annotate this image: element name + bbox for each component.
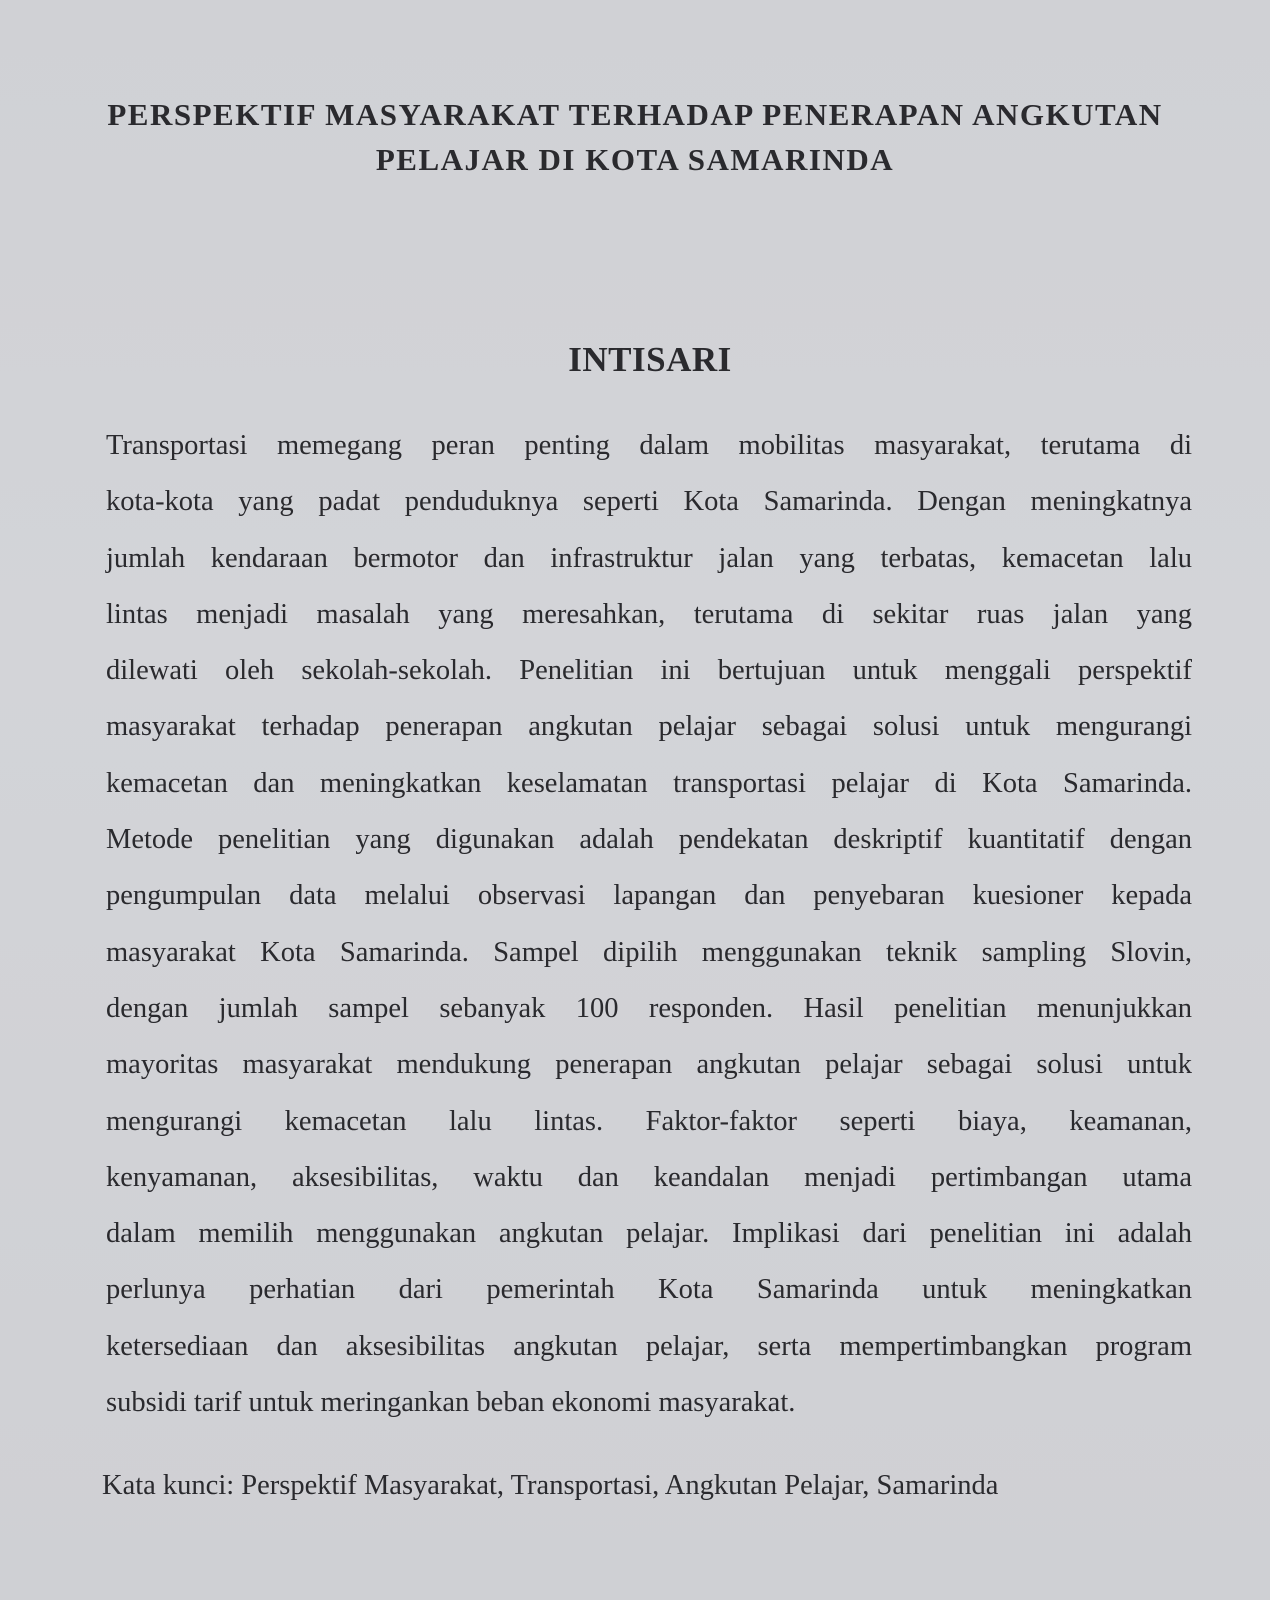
abstract-line: kenyamanan, aksesibilitas, waktu dan keandalan menjadi pertimbangan utama xyxy=(106,1161,1192,1193)
abstract-line: masyarakat terhadap penerapan angkutan pelajar sebagai solusi untuk mengurangi xyxy=(106,711,1192,743)
title-line: PERSPEKTIF MASYARAKAT TERHADAP PENERAPAN ANGKUTAN xyxy=(107,97,1163,132)
abstract-line: dilewati oleh sekolah-sekolah. Penelitian ini bertujuan untuk menggali perspektif xyxy=(106,655,1192,687)
abstract-paragraph xyxy=(106,418,1192,1431)
abstract-line: jumlah kendaraan bermotor dan infrastruktur jalan yang terbatas, kemacetan lalu xyxy=(106,542,1192,574)
document-title xyxy=(0,92,1270,182)
abstract-line: dalam memilih menggunakan angkutan pelajar. Implikasi dari penelitian ini adalah xyxy=(106,1218,1192,1250)
abstract-line: kemacetan dan meningkatkan keselamatan transportasi pelajar di Kota Samarinda. xyxy=(106,767,1192,799)
abstract-line: pengumpulan data melalui observasi lapangan dan penyebaran kuesioner kepada xyxy=(106,880,1192,912)
abstract-line: masyarakat Kota Samarinda. Sampel dipilih menggunakan teknik sampling Slovin, xyxy=(106,936,1192,968)
abstract-line: Metode penelitian yang digunakan adalah pendekatan deskriptif kuantitatif dengan xyxy=(106,824,1192,856)
abstract-line: mayoritas masyarakat mendukung penerapan angkutan pelajar sebagai solusi untuk xyxy=(106,1049,1192,1081)
abstract-line: dengan jumlah sampel sebanyak 100 responden. Hasil penelitian menunjukkan xyxy=(106,992,1192,1024)
abstract-line: Transportasi memegang peran penting dalam mobilitas masyarakat, terutama di xyxy=(106,430,1192,461)
abstract-line: perlunya perhatian dari pemerintah Kota Samarinda untuk meningkatkan xyxy=(106,1274,1192,1306)
abstract-line: kota-kota yang padat penduduknya seperti Kota Samarinda. Dengan meningkatnya xyxy=(106,486,1192,518)
abstract-line: mengurangi kemacetan lalu lintas. Faktor-faktor seperti biaya, keamanan, xyxy=(106,1105,1192,1137)
abstract-line: subsidi tarif untuk meringankan beban ekonomi masyarakat. xyxy=(106,1387,796,1419)
keywords: Kata kunci: Perspektif Masyarakat, Transportasi, Angkutan Pelajar, Samarinda xyxy=(102,1470,999,1501)
abstract-heading: INTISARI xyxy=(568,340,732,379)
abstract-line: lintas menjadi masalah yang meresahkan, terutama di sekitar ruas jalan yang xyxy=(106,598,1192,630)
title-line: PELAJAR DI KOTA SAMARINDA xyxy=(375,142,895,177)
abstract-line: ketersediaan dan aksesibilitas angkutan pelajar, serta mempertimbangkan program xyxy=(106,1330,1192,1362)
